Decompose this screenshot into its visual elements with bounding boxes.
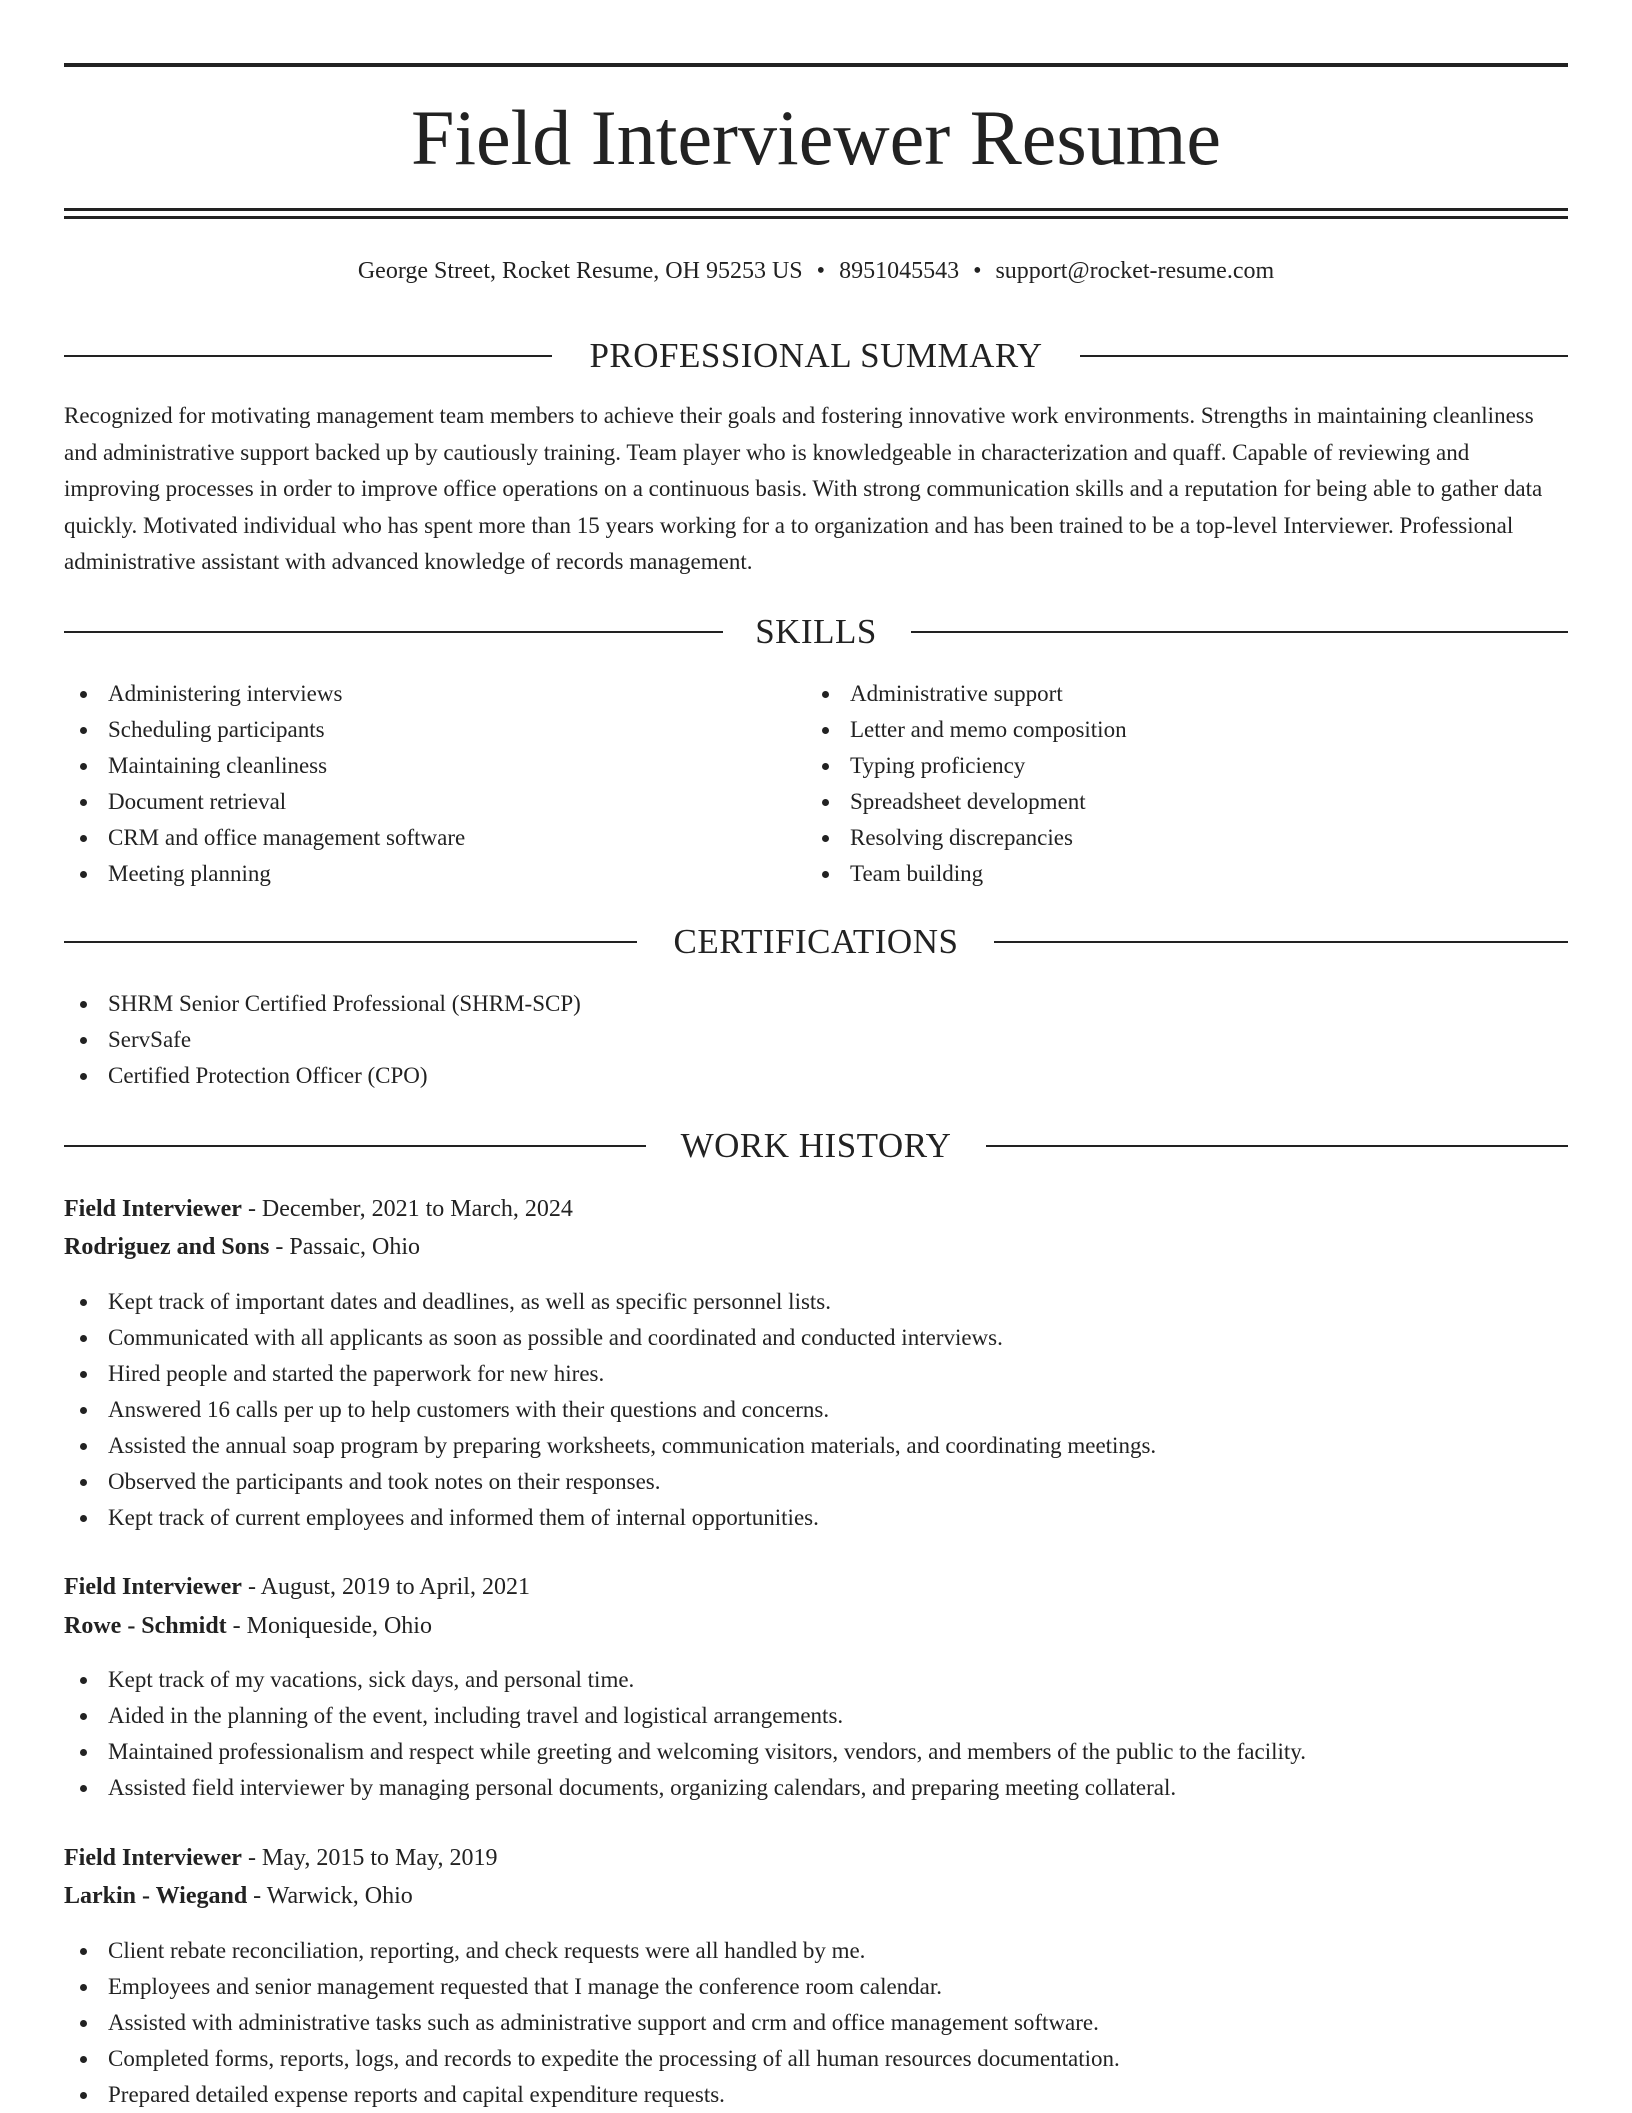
job-title-line (64, 1568, 530, 1606)
job-bullet: Prepared detailed expense reports and capital expenditure requests. (64, 2077, 1120, 2113)
job-company-line (64, 1607, 432, 1645)
certifications-heading: CERTIFICATIONS (673, 922, 959, 961)
skills-heading: SKILLS (755, 612, 877, 651)
top-rule (64, 63, 1568, 67)
job-bullet: Answered 16 calls per up to help customers with their questions and concerns. (64, 1392, 1156, 1428)
job-title: Field Interviewer (64, 1845, 242, 1871)
contact-phone: 8951045543 (839, 258, 960, 284)
skill-item: Administering interviews (64, 676, 465, 712)
skill-item: Spreadsheet development (806, 784, 1127, 820)
contact-separator: • (973, 258, 982, 284)
job-title: Field Interviewer (64, 1196, 242, 1222)
job-dates: - December, 2021 to March, 2024 (241, 1196, 573, 1222)
skills-list-left (64, 676, 465, 892)
job-company-line (64, 1877, 413, 1915)
skill-item: Letter and memo composition (806, 712, 1127, 748)
job-bullet: Maintained professionalism and respect while greeting and welcoming visitors, vendors, and members of the public to the facility. (64, 1734, 1306, 1770)
title-rule-lower (64, 216, 1568, 219)
contact-email: support@rocket-resume.com (995, 258, 1275, 284)
job-location: - Moniqueside, Ohio (226, 1613, 432, 1639)
skill-item: Resolving discrepancies (806, 820, 1127, 856)
skill-item: Document retrieval (64, 784, 465, 820)
resume-title: Field Interviewer Resume (410, 94, 1222, 181)
skill-item: Typing proficiency (806, 748, 1127, 784)
job-company: Rodriguez and Sons (64, 1234, 270, 1260)
certifications-section-header (64, 920, 1568, 964)
skill-item: Meeting planning (64, 856, 465, 892)
job-dates: - August, 2019 to April, 2021 (241, 1574, 530, 1600)
skills-section-header (64, 610, 1568, 654)
job-bullets (64, 1284, 1156, 1536)
job-title-line (64, 1839, 497, 1877)
certification-item: ServSafe (64, 1022, 581, 1058)
summary-text: Recognized for motivating management team members to achieve their goals and fostering innovative work environments. Strengths in maintaining cleanliness and administrative support backed up by cautiously training. Team player who is knowledgeable in characterization and quaff. Capable of reviewing and improving processes in order to improve office operations on a continuous basis. With strong communication skills and a reputation for being able to gather data quickly. Motivated individual who has spent more than 15 years working for a to organization and has been trained to be a top-level Interviewer. Professional administrative assistant with advanced knowledge of records management. (64, 403, 1543, 574)
job-bullet: Communicated with all applicants as soon as possible and coordinated and conducted interviews. (64, 1320, 1156, 1356)
summary-section-header (64, 334, 1568, 378)
job-bullet: Hired people and started the paperwork for new hires. (64, 1356, 1156, 1392)
job-bullet: Employees and senior management requested that I manage the conference room calendar. (64, 1969, 1120, 2005)
skill-item: Maintaining cleanliness (64, 748, 465, 784)
certifications-list (64, 986, 581, 1094)
certification-item: Certified Protection Officer (CPO) (64, 1058, 581, 1094)
job-company: Larkin - Wiegand (64, 1883, 248, 1909)
contact-separator: • (816, 258, 826, 284)
title-rule-upper (64, 208, 1568, 211)
certification-item: SHRM Senior Certified Professional (SHRM-SCP) (64, 986, 581, 1022)
job-bullet: Kept track of current employees and informed them of internal opportunities. (64, 1500, 1156, 1536)
job-company: Rowe - Schmidt (64, 1613, 227, 1639)
job-location: - Passaic, Ohio (269, 1234, 421, 1260)
job-bullet: Assisted with administrative tasks such as administrative support and crm and office management software. (64, 2005, 1120, 2041)
summary-heading: PROFESSIONAL SUMMARY (589, 336, 1043, 375)
skill-item: CRM and office management software (64, 820, 465, 856)
work-section-header (64, 1124, 1568, 1168)
skill-item: Administrative support (806, 676, 1127, 712)
job-bullet: Client rebate reconciliation, reporting, and check requests were all handled by me. (64, 1933, 1120, 1969)
job-bullet: Assisted the annual soap program by preparing worksheets, communication materials, and coordinating meetings. (64, 1428, 1156, 1464)
contact-address: George Street, Rocket Resume, OH 95253 US (357, 258, 803, 284)
job-bullets (64, 1933, 1120, 2113)
job-title: Field Interviewer (64, 1574, 242, 1600)
job-bullet: Completed forms, reports, logs, and records to expedite the processing of all human resources documentation. (64, 2041, 1120, 2077)
job-bullet: Kept track of my vacations, sick days, and personal time. (64, 1662, 1306, 1698)
job-dates: - May, 2015 to May, 2019 (241, 1845, 498, 1871)
skill-item: Team building (806, 856, 1127, 892)
job-location: - Warwick, Ohio (247, 1883, 413, 1909)
skill-item: Scheduling participants (64, 712, 465, 748)
job-bullet: Aided in the planning of the event, including travel and logistical arrangements. (64, 1698, 1306, 1734)
skills-list-right (806, 676, 1127, 892)
job-bullet: Assisted field interviewer by managing personal documents, organizing calendars, and preparing meeting collateral. (64, 1770, 1306, 1806)
work-heading: WORK HISTORY (680, 1126, 952, 1165)
job-title-line (64, 1190, 573, 1228)
contact-line (64, 254, 1568, 288)
job-bullet: Kept track of important dates and deadlines, as well as specific personnel lists. (64, 1284, 1156, 1320)
job-company-line (64, 1228, 420, 1266)
job-bullets (64, 1662, 1306, 1806)
job-bullet: Observed the participants and took notes on their responses. (64, 1464, 1156, 1500)
